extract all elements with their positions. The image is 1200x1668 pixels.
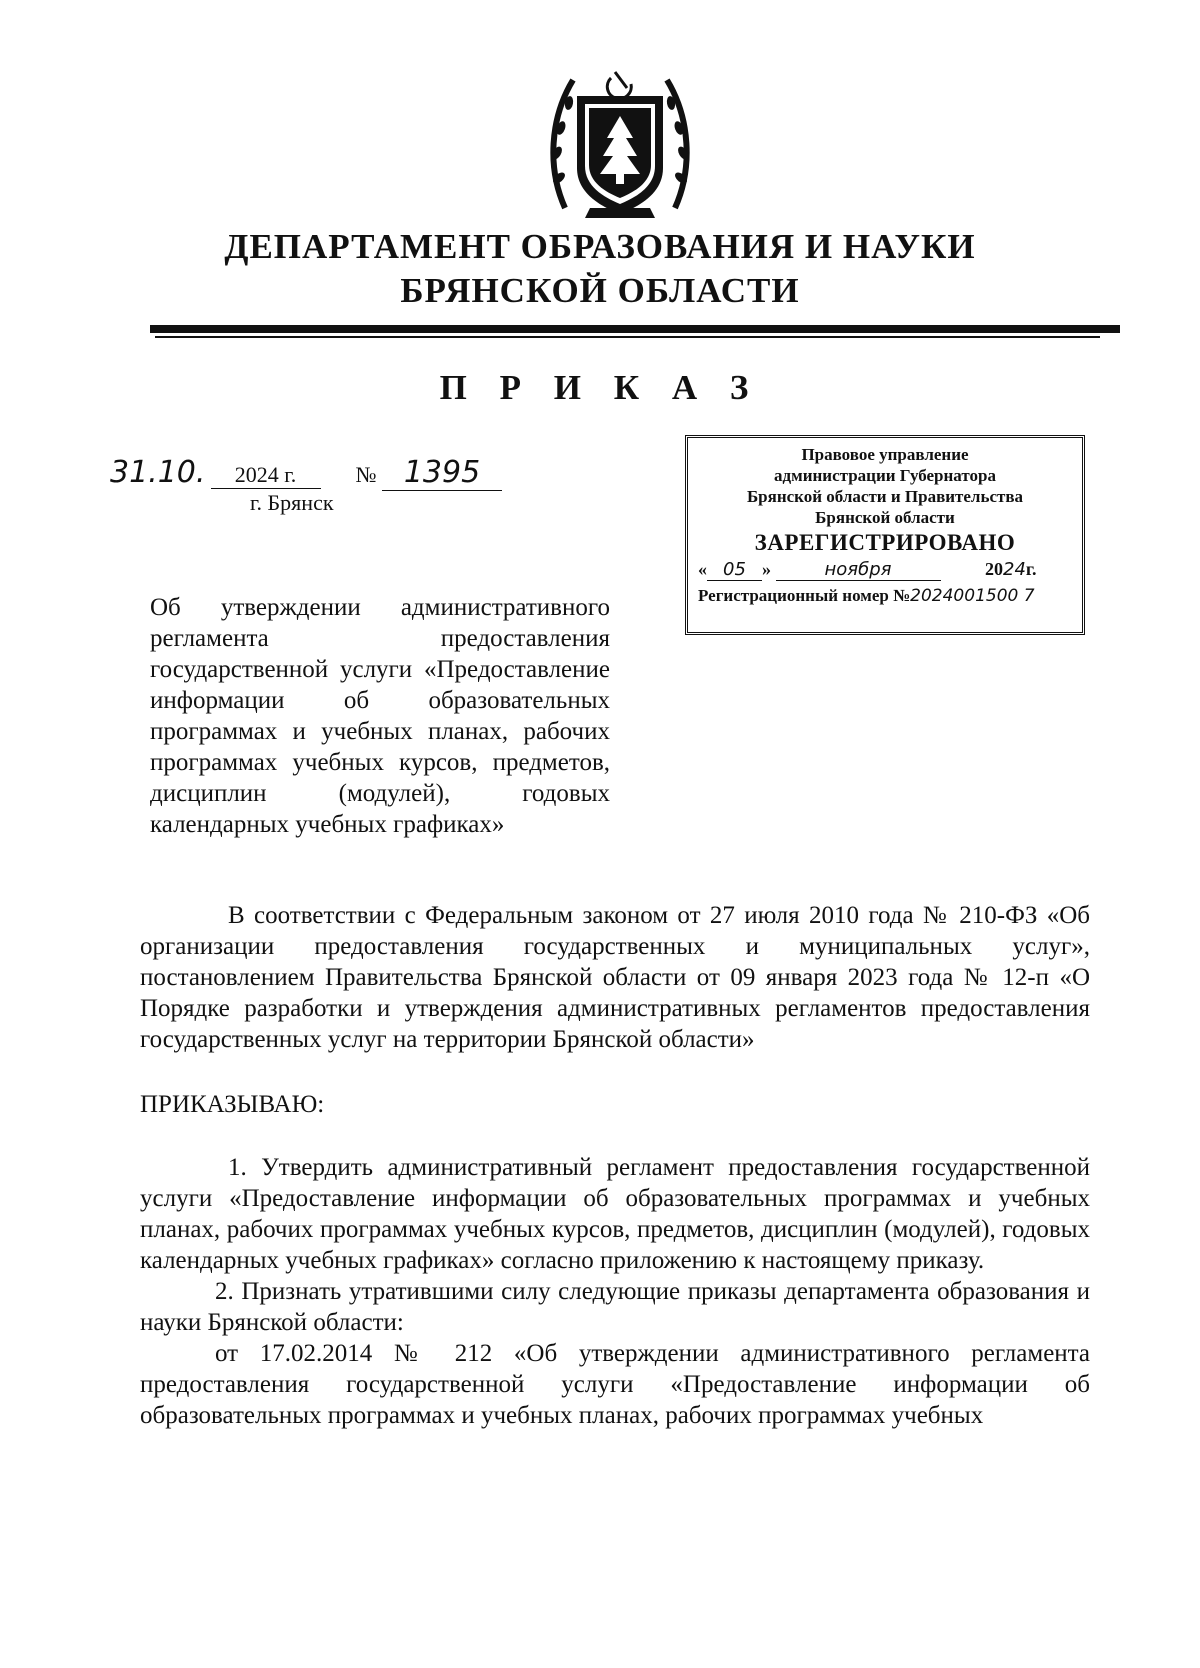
order-city: г. Брянск <box>250 490 334 515</box>
order-number-handwritten: 1395 <box>382 455 502 491</box>
item-2a-paragraph: от 17.02.2014 № 212 «Об утверждении административного регламента предоставления государственной услуги «Предоставление информации об образовательных программах и учебных планах, рабочих программах учебных <box>140 1340 1090 1429</box>
stamp-year-suffix: 24 <box>1003 559 1026 580</box>
preamble-paragraph: В соответствии с Федеральным законом от 27 июля 2010 года № 210-ФЗ «Об организации предоставления государственных и муниципальных услуг», постановлением Правительства Брянской области от 09 января 2023 года № 12-п «О Порядке разработки и утверждения административных регламентов предоставления государственных услуг на территории Брянской области» <box>140 902 1090 1053</box>
order-subject: Об утверждении административного регламента предоставления государственной услуги «Предоставление информации об образовательных программах и учебных планах, рабочих программах учебных курсов, предметов, дисциплин (модулей), годовых календарных учебных графиках» <box>150 594 610 838</box>
order-date-number <box>110 455 502 491</box>
stamp-line3: Брянской области и Правительства <box>746 487 1024 506</box>
stamp-line1: Правовое управление <box>801 445 969 464</box>
order-year: 2024 г. <box>211 462 321 489</box>
coat-of-arms-icon <box>545 58 695 228</box>
number-sign: № <box>355 462 377 487</box>
department-name-line1: ДЕПАРТАМЕНТ ОБРАЗОВАНИЯ И НАУКИ <box>224 227 976 266</box>
stamp-month: ноября <box>776 559 941 581</box>
stamp-registered: ЗАРЕГИСТРИРОВАНО <box>754 530 1016 555</box>
registration-stamp <box>685 435 1085 635</box>
stamp-regnum <box>688 585 1082 607</box>
document-title: П Р И К А З <box>439 368 761 407</box>
stamp-day: 05 <box>707 559 762 581</box>
stamp-regnum-value: 2024001500 7 <box>910 586 1035 606</box>
item-2-paragraph: 2. Признать утратившими силу следующие приказы департамента образования и науки Брянской области: <box>140 1278 1090 1336</box>
order-date-handwritten: 31.10. <box>110 455 206 490</box>
stamp-line4: Брянской области <box>815 508 955 527</box>
order-body <box>140 900 1090 1431</box>
item-1-paragraph: 1. Утвердить административный регламент предоставления государственной услуги «Предоставление информации об образовательных программах и учебных планах, рабочих программах учебных курсов, предметов, дисциплин (модулей), годовых календарных учебных графиках» согласно приложению к настоящему приказу. <box>140 1154 1090 1274</box>
stamp-year-tail: г. <box>1025 559 1037 579</box>
stamp-regnum-label: Регистрационный номер № <box>698 586 911 605</box>
department-name-line2: БРЯНСКОЙ ОБЛАСТИ <box>400 271 800 310</box>
stamp-year-prefix: 20 <box>985 559 1003 579</box>
department-name <box>0 225 1200 313</box>
order-word: ПРИКАЗЫВАЮ: <box>140 1091 325 1118</box>
header-rule-thin <box>155 336 1100 338</box>
stamp-line2: администрации Губернатора <box>774 466 996 485</box>
header-rule-thick <box>150 325 1120 333</box>
stamp-date-line: « 05 » ноября 2024г. <box>698 559 1037 580</box>
